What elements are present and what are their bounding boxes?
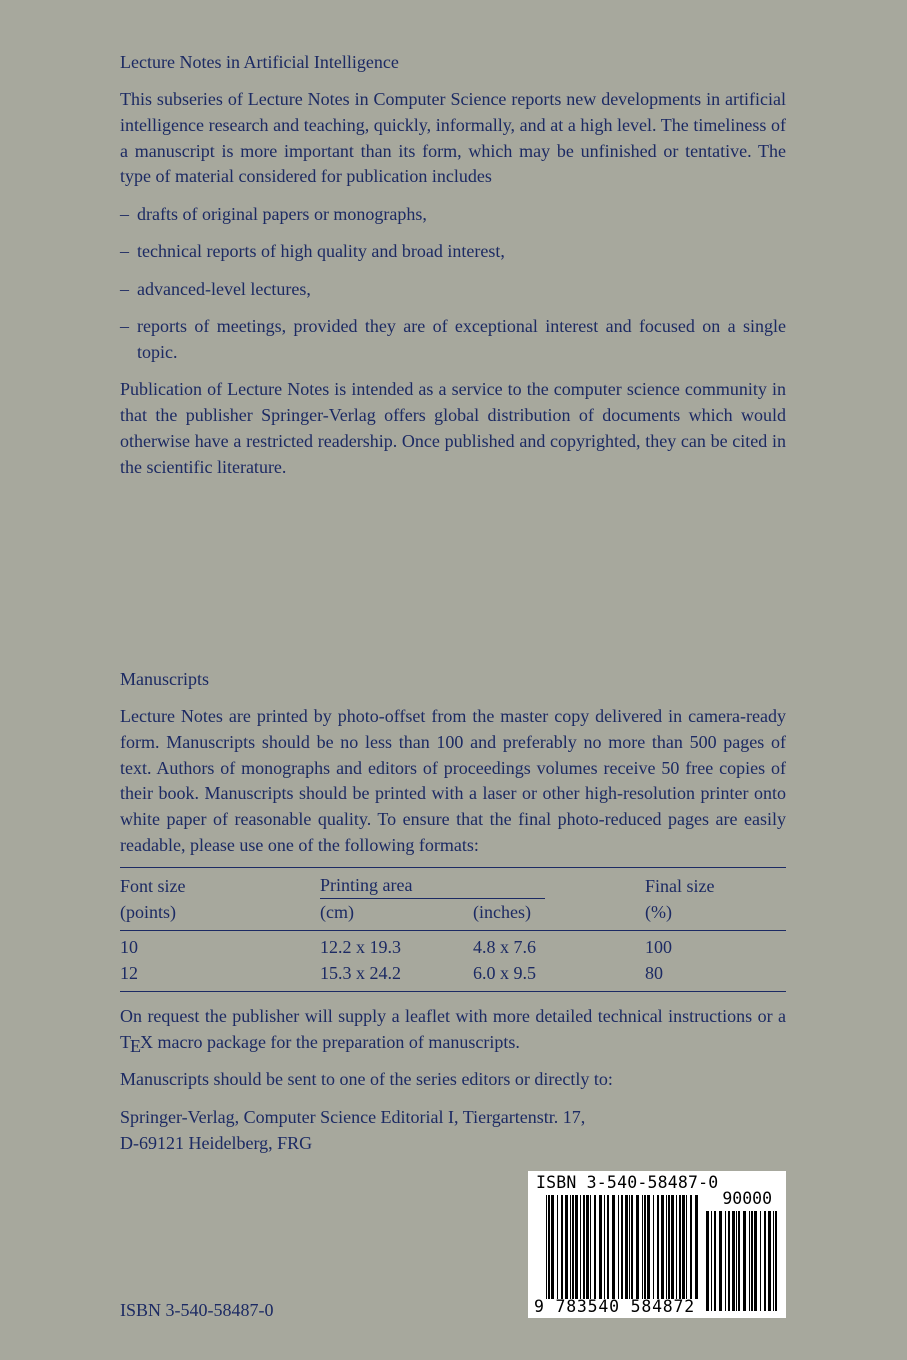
- cell-final: 80: [645, 963, 663, 984]
- request-paragraph: On request the publisher will supply a leaflet with more detailed technical instructions or a TEX macro package for the preparation of manuscripts.: [120, 1005, 786, 1056]
- tex-e-letter: E: [130, 1035, 141, 1056]
- printing-area-label: Printing area: [320, 875, 545, 899]
- col-final-sub: (%): [645, 902, 672, 923]
- barcode-digits: 9 783540 584872: [534, 1297, 696, 1316]
- list-item: – advanced-level lectures,: [120, 277, 786, 303]
- table-row: [120, 930, 786, 961]
- cell-cm: 15.3 x 24.2: [320, 963, 401, 984]
- col-font-header: Font size: [120, 876, 186, 897]
- table-row: [120, 961, 786, 992]
- col-cm-sub: (cm): [320, 902, 354, 923]
- barcode-label: [528, 1171, 786, 1318]
- intro-paragraph: This subseries of Lecture Notes in Computer Science reports new developments in artificial intelligence research and teaching, quickly, informally, and at a high level. The timeliness of a manuscript is more important than its form, which may be unfinished or tentative. The type of material considered for publication includes: [120, 89, 786, 187]
- series-title: Lecture Notes in Artificial Intelligence: [120, 52, 399, 72]
- series-section: [120, 50, 786, 480]
- list-item: – technical reports of high quality and broad interest,: [120, 239, 786, 265]
- cell-inches: 6.0 x 9.5: [473, 963, 536, 984]
- cell-font: 10: [120, 937, 138, 958]
- manuscripts-paragraph: Lecture Notes are printed by photo-offset from the master copy delivered in camera-ready form. Manuscripts should be no less than 100 and preferably no more than 500 pages of text. Authors of monographs and editors of proceedings volumes receive 50 free copies of their book. Manuscripts should be printed with a laser or other high-resolution printer onto white paper of reasonable quality. To ensure that the final photo-reduced pages are easily readable, please use one of the following formats:: [120, 706, 786, 855]
- formats-table: [120, 867, 786, 992]
- col-printing-area-header: [320, 867, 645, 900]
- barcode-addon: 90000: [722, 1189, 772, 1208]
- address-line: D-69121 Heidelberg, FRG: [120, 1132, 313, 1153]
- cell-inches: 4.8 x 7.6: [473, 937, 536, 958]
- publication-paragraph: Publication of Lecture Notes is intended as a service to the computer science community in that the publisher Springer-Verlag offers global distribution of documents which would otherwise have a restricted readership. Once published and copyrighted, they can be cited in the scientific literature.: [120, 379, 786, 477]
- list-item: – drafts of original papers or monographs,: [120, 202, 786, 228]
- manuscripts-section: [120, 667, 786, 1157]
- list-item: – reports of meetings, provided they are of exceptional interest and focused on a single topic.: [120, 314, 786, 366]
- send-paragraph: Manuscripts should be sent to one of the series editors or directly to:: [120, 1069, 613, 1090]
- address-line: Springer-Verlag, Computer Science Editorial I, Tiergartenstr. 17,: [120, 1107, 586, 1128]
- address: [120, 1105, 786, 1157]
- col-final-header: Final size: [645, 876, 715, 897]
- cell-final: 100: [645, 937, 672, 958]
- manuscripts-heading: Manuscripts: [120, 669, 209, 689]
- cell-cm: 12.2 x 19.3: [320, 937, 401, 958]
- material-list: [120, 202, 786, 365]
- isbn-text: ISBN 3-540-58487-0: [120, 1300, 274, 1320]
- col-inches-sub: (inches): [473, 902, 531, 923]
- col-font-sub: (points): [120, 902, 176, 923]
- cell-font: 12: [120, 963, 138, 984]
- barcode-isbn: ISBN 3-540-58487-0: [536, 1173, 719, 1192]
